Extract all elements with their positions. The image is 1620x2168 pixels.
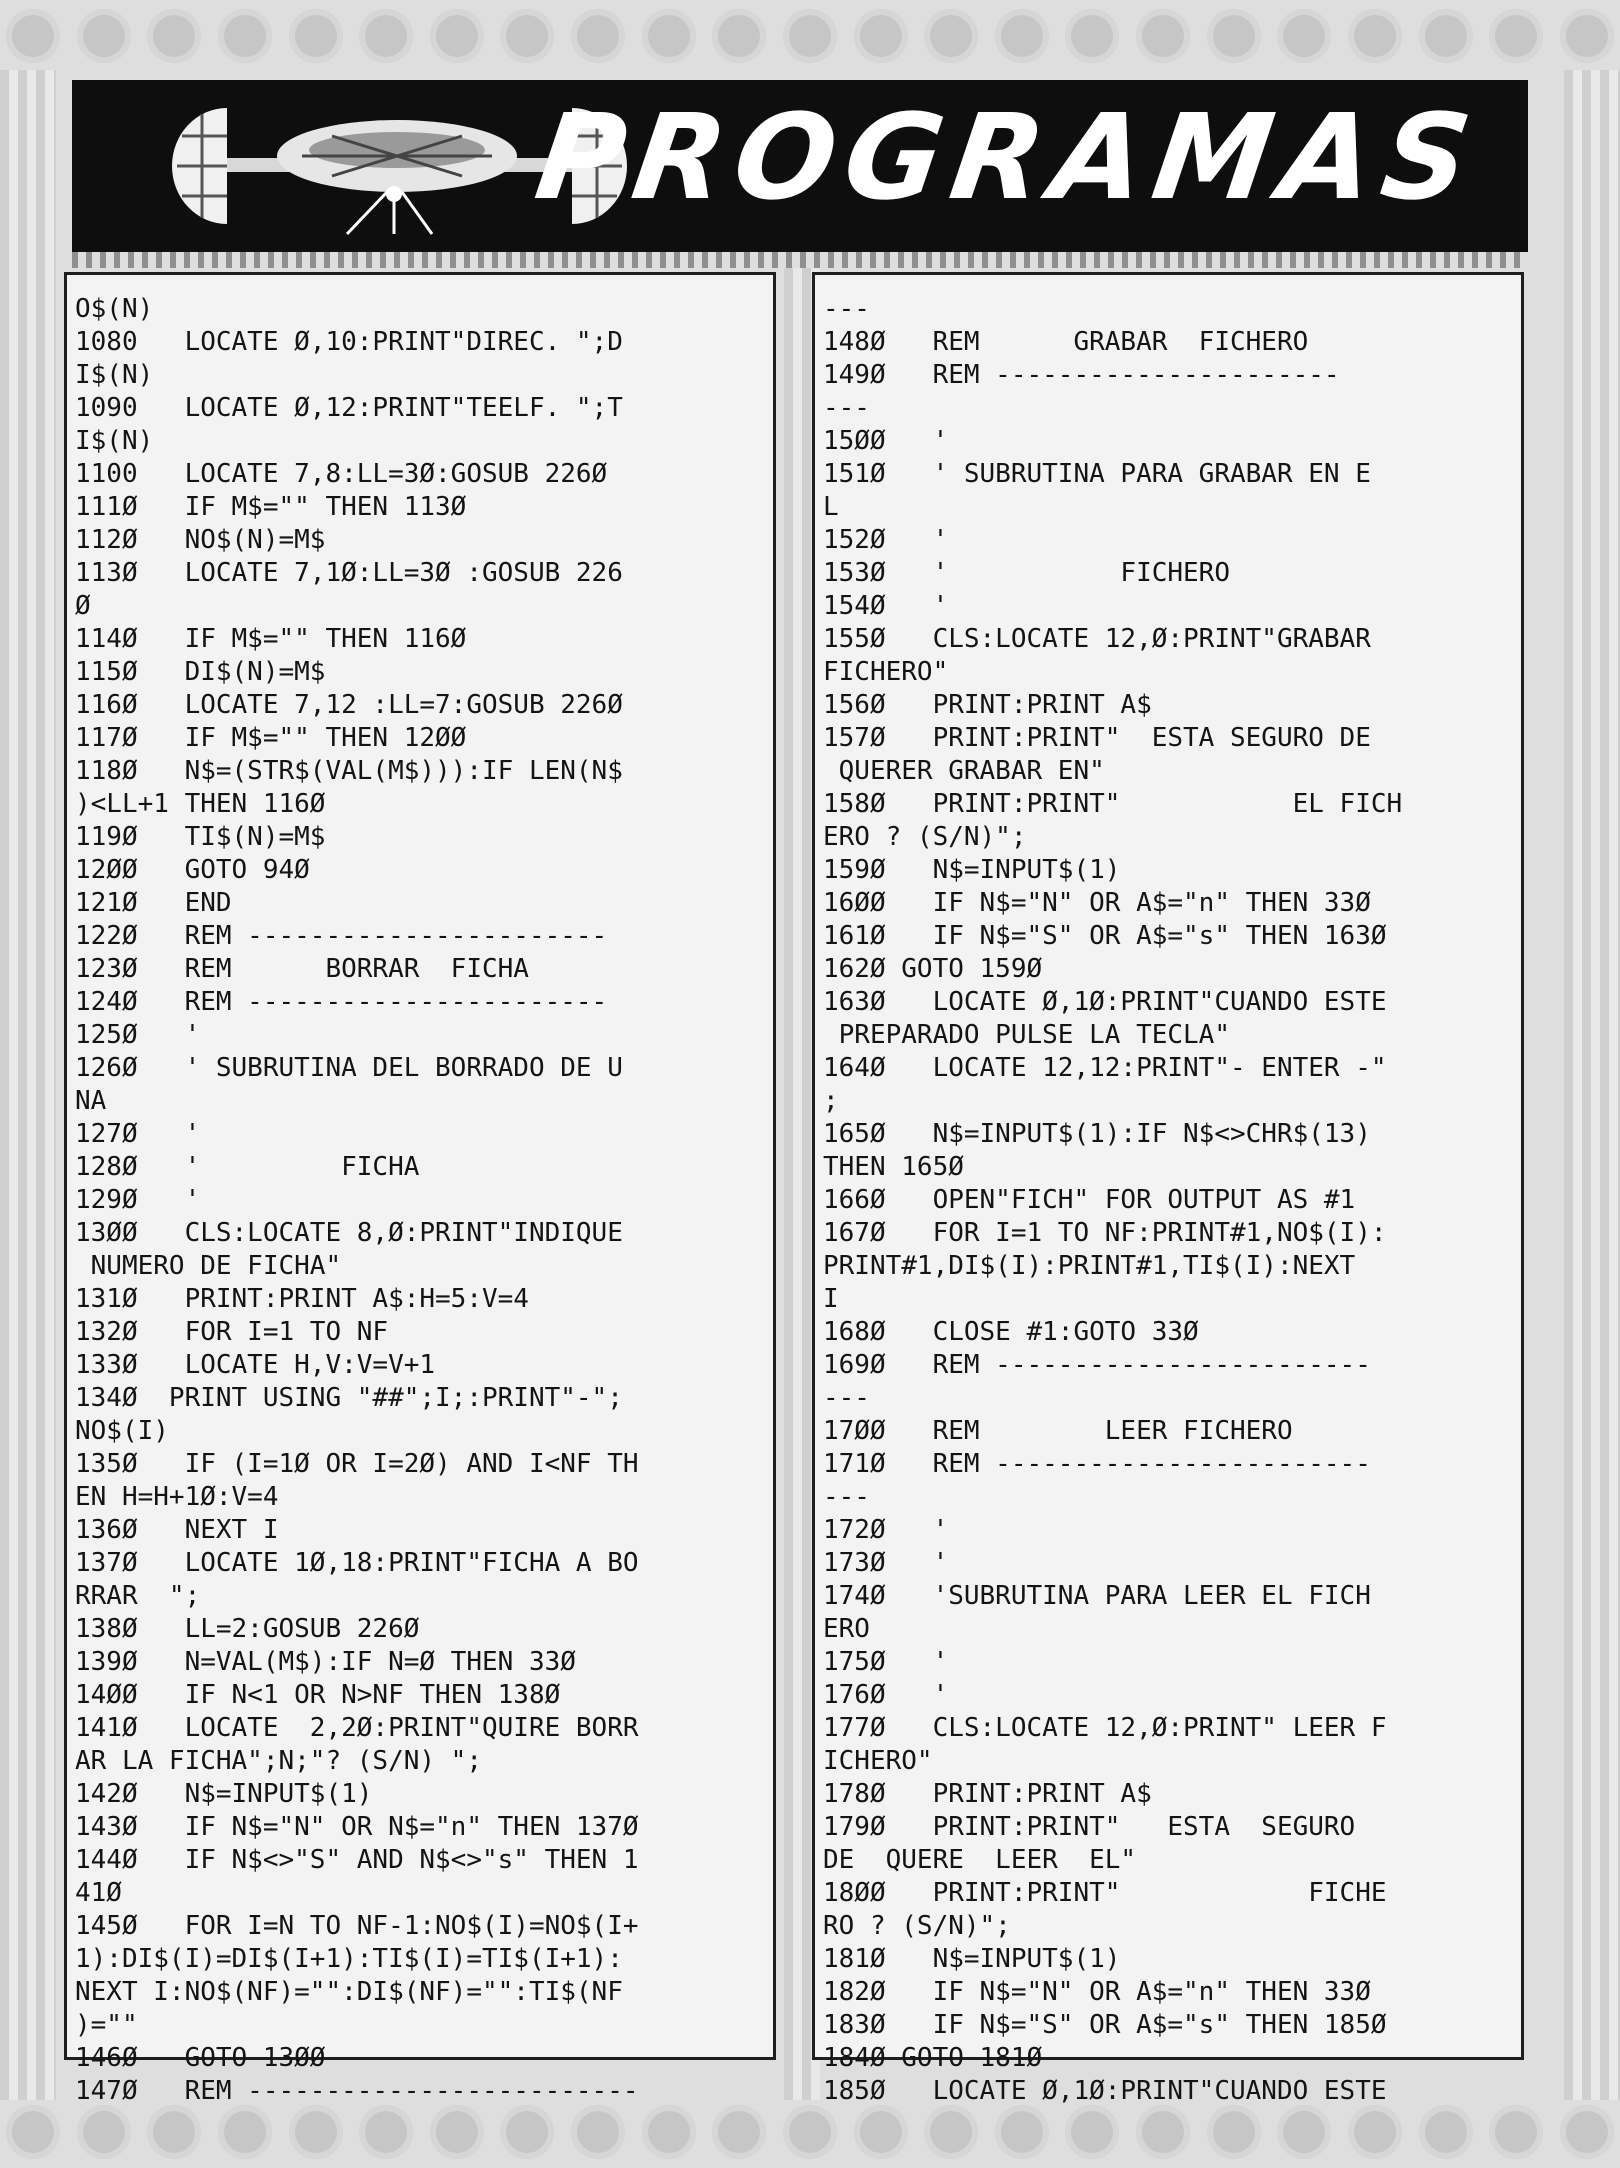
code-line: 183Ø IF N$="S" OR A$="s" THEN 185Ø: [823, 2010, 1387, 2040]
perforation-dot: [430, 2105, 484, 2159]
perforation-dot: [1136, 9, 1190, 63]
perforation-dot: [1277, 9, 1331, 63]
perforation-dot: [854, 2105, 908, 2159]
code-line: NUMERO DE FICHA": [75, 1251, 342, 1281]
code-line: 151Ø ' SUBRUTINA PARA GRABAR EN E: [823, 459, 1371, 489]
code-line: EN H=H+1Ø:V=4: [75, 1482, 279, 1512]
code-line: 184Ø GOTO 181Ø: [823, 2043, 1043, 2073]
code-line: QUERER GRABAR EN": [823, 756, 1105, 786]
perforation-dot: [359, 9, 413, 63]
code-line: O$(N): [75, 294, 154, 324]
code-line: 164Ø LOCATE 12,12:PRINT"- ENTER -": [823, 1053, 1387, 1083]
code-line: 134Ø PRINT USING "##";I;:PRINT"-";: [75, 1383, 623, 1413]
code-line: 16ØØ IF N$="N" OR A$="n" THEN 33Ø: [823, 888, 1371, 918]
code-line: 12ØØ GOTO 94Ø: [75, 855, 310, 885]
perforation-dot: [642, 9, 696, 63]
perforation-dot: [218, 9, 272, 63]
code-line: 136Ø NEXT I: [75, 1515, 279, 1545]
code-line: I$(N): [75, 360, 154, 390]
code-line: ---: [823, 1383, 870, 1413]
code-line: 139Ø N=VAL(M$):IF N=Ø THEN 33Ø: [75, 1647, 576, 1677]
perforation-dot: [1489, 2105, 1543, 2159]
code-line: 175Ø ': [823, 1647, 949, 1677]
code-line: 149Ø REM ----------------------: [823, 360, 1340, 390]
code-line: 161Ø IF N$="S" OR A$="s" THEN 163Ø: [823, 921, 1387, 951]
code-line: 148Ø REM GRABAR FICHERO: [823, 327, 1309, 357]
code-line: 1080 LOCATE Ø,10:PRINT"DIREC. ";D: [75, 327, 623, 357]
code-line: 155Ø CLS:LOCATE 12,Ø:PRINT"GRABAR: [823, 624, 1371, 654]
code-line: NA: [75, 1086, 107, 1116]
code-line: 135Ø IF (I=1Ø OR I=2Ø) AND I<NF TH: [75, 1449, 639, 1479]
code-line: 177Ø CLS:LOCATE 12,Ø:PRINT" LEER F: [823, 1713, 1387, 1743]
code-line: 131Ø PRINT:PRINT A$:H=5:V=4: [75, 1284, 529, 1314]
code-line: 113Ø LOCATE 7,1Ø:LL=3Ø :GOSUB 226: [75, 558, 623, 588]
code-line: 173Ø ': [823, 1548, 949, 1578]
perforation-dot: [1489, 9, 1543, 63]
code-line: 182Ø IF N$="N" OR A$="n" THEN 33Ø: [823, 1977, 1371, 2007]
code-line: 141Ø LOCATE 2,2Ø:PRINT"QUIRE BORR: [75, 1713, 639, 1743]
code-line: 126Ø ' SUBRUTINA DEL BORRADO DE U: [75, 1053, 623, 1083]
code-line: 18ØØ PRINT:PRINT" FICHE: [823, 1878, 1387, 1908]
code-line: ;: [823, 1086, 839, 1116]
code-line: 153Ø ' FICHERO: [823, 558, 1230, 588]
code-line: PRINT#1,DI$(I):PRINT#1,TI$(I):NEXT: [823, 1251, 1356, 1281]
banner-underline: [72, 252, 1528, 268]
code-line: RO ? (S/N)";: [823, 1911, 1011, 1941]
code-line: 157Ø PRINT:PRINT" ESTA SEGURO DE: [823, 723, 1371, 753]
perforation-dot: [995, 9, 1049, 63]
code-line: 111Ø IF M$="" THEN 113Ø: [75, 492, 467, 522]
code-line: 1090 LOCATE Ø,12:PRINT"TEELF. ";T: [75, 393, 623, 423]
perforation-dot: [1136, 2105, 1190, 2159]
perforation-dot: [924, 9, 978, 63]
perforation-dot: [1065, 9, 1119, 63]
perforation-dot: [924, 2105, 978, 2159]
code-line: 125Ø ': [75, 1020, 201, 1050]
code-line: 145Ø FOR I=N TO NF-1:NO$(I)=NO$(I+: [75, 1911, 639, 1941]
code-line: 15ØØ ': [823, 426, 949, 456]
code-line: THEN 165Ø: [823, 1152, 964, 1182]
code-listing-left: [75, 293, 639, 2108]
code-line: 146Ø GOTO 13ØØ: [75, 2043, 326, 2073]
code-line: 158Ø PRINT:PRINT" EL FICH: [823, 789, 1403, 819]
code-line: 181Ø N$=INPUT$(1): [823, 1944, 1121, 1974]
perforation-dot: [1419, 2105, 1473, 2159]
code-line: 166Ø OPEN"FICH" FOR OUTPUT AS #1: [823, 1185, 1356, 1215]
code-line: 122Ø REM -----------------------: [75, 921, 608, 951]
code-line: 147Ø REM -------------------------: [75, 2076, 639, 2106]
decorative-stripes-right: [1564, 70, 1620, 2100]
perforation-dot: [1348, 2105, 1402, 2159]
code-line: 169Ø REM ------------------------: [823, 1350, 1371, 1380]
perforation-dot: [147, 9, 201, 63]
perforation-dot: [783, 2105, 837, 2159]
code-line: 168Ø CLOSE #1:GOTO 33Ø: [823, 1317, 1199, 1347]
code-line: 162Ø GOTO 159Ø: [823, 954, 1043, 984]
perforation-dot: [500, 2105, 554, 2159]
code-line: 115Ø DI$(N)=M$: [75, 657, 326, 687]
code-line: 159Ø N$=INPUT$(1): [823, 855, 1121, 885]
perforation-dot: [289, 2105, 343, 2159]
code-line: Ø: [75, 591, 91, 621]
code-line: 13ØØ CLS:LOCATE 8,Ø:PRINT"INDIQUE: [75, 1218, 623, 1248]
perforation-dot: [77, 2105, 131, 2159]
code-line: 174Ø 'SUBRUTINA PARA LEER EL FICH: [823, 1581, 1371, 1611]
code-line: 1100 LOCATE 7,8:LL=3Ø:GOSUB 226Ø: [75, 459, 608, 489]
perforation-top: [0, 0, 1620, 72]
perforation-dot: [571, 2105, 625, 2159]
perforation-dot: [1277, 2105, 1331, 2159]
code-line: 137Ø LOCATE 1Ø,18:PRINT"FICHA A BO: [75, 1548, 639, 1578]
code-line: 128Ø ' FICHA: [75, 1152, 420, 1182]
code-line: ---: [823, 294, 870, 324]
code-line: 41Ø: [75, 1878, 122, 1908]
perforation-dot: [783, 9, 837, 63]
code-line: 167Ø FOR I=1 TO NF:PRINT#1,NO$(I):: [823, 1218, 1387, 1248]
code-line: DE QUERE LEER EL": [823, 1845, 1137, 1875]
code-line: NEXT I:NO$(NF)="":DI$(NF)="":TI$(NF: [75, 1977, 623, 2007]
code-listing-right: [823, 293, 1402, 2108]
perforation-dot: [571, 9, 625, 63]
perforation-dot: [1348, 9, 1402, 63]
code-line: )<LL+1 THEN 116Ø: [75, 789, 326, 819]
perforation-dot: [1207, 2105, 1261, 2159]
perforation-dot: [218, 2105, 272, 2159]
perforation-dot: [712, 9, 766, 63]
code-line: ERO: [823, 1614, 870, 1644]
listing-column-left: [64, 272, 776, 2106]
code-line: 17ØØ REM LEER FICHERO: [823, 1416, 1293, 1446]
code-line: 119Ø TI$(N)=M$: [75, 822, 326, 852]
perforation-dot: [77, 9, 131, 63]
code-line: 176Ø ': [823, 1680, 949, 1710]
perforation-dot: [147, 2105, 201, 2159]
code-line: I$(N): [75, 426, 154, 456]
perforation-dot: [430, 9, 484, 63]
perforation-dot: [1560, 2105, 1614, 2159]
perforation-dot: [6, 9, 60, 63]
code-line: 123Ø REM BORRAR FICHA: [75, 954, 529, 984]
code-line: ---: [823, 1482, 870, 1512]
code-line: 132Ø FOR I=1 TO NF: [75, 1317, 389, 1347]
code-line: 133Ø LOCATE H,V:V=V+1: [75, 1350, 436, 1380]
code-line: 118Ø N$=(STR$(VAL(M$))):IF LEN(N$: [75, 756, 623, 786]
perforation-dot: [6, 2105, 60, 2159]
code-line: NO$(I): [75, 1416, 169, 1446]
code-line: 179Ø PRINT:PRINT" ESTA SEGURO: [823, 1812, 1356, 1842]
perforation-dot: [289, 9, 343, 63]
code-line: 152Ø ': [823, 525, 949, 555]
code-line: PREPARADO PULSE LA TECLA": [823, 1020, 1230, 1050]
code-line: AR LA FICHA";N;"? (S/N) ";: [75, 1746, 482, 1776]
code-line: 127Ø ': [75, 1119, 201, 1149]
code-line: 154Ø ': [823, 591, 949, 621]
code-line: 117Ø IF M$="" THEN 12ØØ: [75, 723, 467, 753]
perforation-dot: [500, 9, 554, 63]
code-line: 121Ø END: [75, 888, 232, 918]
code-line: 144Ø IF N$<>"S" AND N$<>"s" THEN 1: [75, 1845, 639, 1875]
code-line: 116Ø LOCATE 7,12 :LL=7:GOSUB 226Ø: [75, 690, 623, 720]
code-line: L: [823, 492, 839, 522]
header-banner: [72, 80, 1528, 252]
code-line: 142Ø N$=INPUT$(1): [75, 1779, 373, 1809]
code-line: 138Ø LL=2:GOSUB 226Ø: [75, 1614, 420, 1644]
perforation-dot: [712, 2105, 766, 2159]
code-line: 185Ø LOCATE Ø,1Ø:PRINT"CUANDO ESTE: [823, 2076, 1387, 2106]
perforation-dot: [1419, 9, 1473, 63]
code-line: 114Ø IF M$="" THEN 116Ø: [75, 624, 467, 654]
code-line: ---: [823, 393, 870, 423]
code-line: 178Ø PRINT:PRINT A$: [823, 1779, 1152, 1809]
decorative-stripes-left: [0, 70, 56, 2100]
code-line: 143Ø IF N$="N" OR N$="n" THEN 137Ø: [75, 1812, 639, 1842]
code-line: )="": [75, 2010, 138, 2040]
code-line: I: [823, 1284, 839, 1314]
code-line: 1):DI$(I)=DI$(I+1):TI$(I)=TI$(I+1):: [75, 1944, 623, 1974]
code-line: 163Ø LOCATE Ø,1Ø:PRINT"CUANDO ESTE: [823, 987, 1387, 1017]
code-line: 124Ø REM -----------------------: [75, 987, 608, 1017]
page-title: PROGRAMAS: [527, 88, 1488, 226]
code-line: ERO ? (S/N)";: [823, 822, 1027, 852]
perforation-dot: [1560, 9, 1614, 63]
code-line: 165Ø N$=INPUT$(1):IF N$<>CHR$(13): [823, 1119, 1371, 1149]
code-line: 14ØØ IF N<1 OR N>NF THEN 138Ø: [75, 1680, 561, 1710]
perforation-dot: [995, 2105, 1049, 2159]
perforation-dot: [1065, 2105, 1119, 2159]
perforation-dot: [642, 2105, 696, 2159]
listing-column-right: [812, 272, 1524, 2106]
perforation-dot: [854, 9, 908, 63]
code-line: ICHERO": [823, 1746, 933, 1776]
code-line: 156Ø PRINT:PRINT A$: [823, 690, 1152, 720]
perforation-dot: [1207, 9, 1261, 63]
code-line: 129Ø ': [75, 1185, 201, 1215]
code-line: 112Ø NO$(N)=M$: [75, 525, 326, 555]
perforation-dot: [359, 2105, 413, 2159]
code-line: 171Ø REM ------------------------: [823, 1449, 1371, 1479]
code-line: 172Ø ': [823, 1515, 949, 1545]
code-line: FICHERO": [823, 657, 949, 687]
code-line: RRAR ";: [75, 1581, 201, 1611]
